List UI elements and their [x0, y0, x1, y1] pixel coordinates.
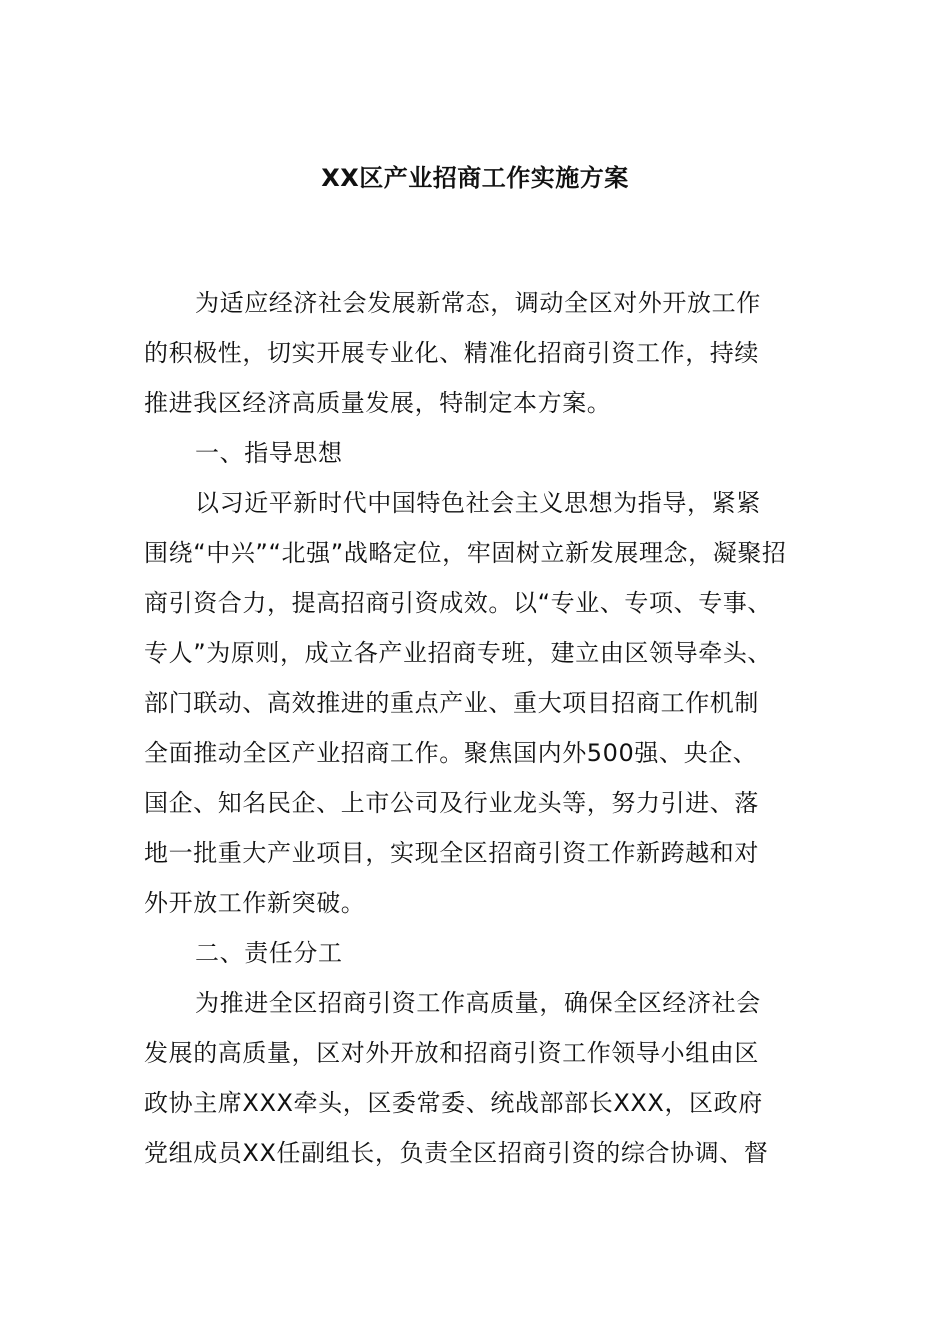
body-line: 党组成员XX任副组长，负责全区招商引资的综合协调、督 [144, 1139, 769, 1167]
body-line: 专人”为原则，成立各产业招商专班，建立由区领导牵头、 [144, 639, 773, 667]
body-line: 推进我区经济高质量发展，特制定本方案。 [144, 389, 612, 417]
body-line: 一、指导思想 [195, 439, 343, 467]
document-title: XX区产业招商工作实施方案 [321, 164, 629, 192]
document-body [144, 278, 806, 1178]
body-line: 围绕“中兴”“北强”战略定位，牢固树立新发展理念，凝聚招 [144, 539, 787, 567]
body-line: 政协主席XXX牵头，区委常委、统战部部长XXX，区政府 [144, 1089, 763, 1117]
body-line: 为推进全区招商引资工作高质量，确保全区经济社会 [195, 989, 761, 1017]
body-line: 全面推动全区产业招商工作。聚焦国内外500强、央企、 [144, 739, 758, 767]
body-line: 二、责任分工 [195, 939, 343, 967]
body-line: 为适应经济社会发展新常态，调动全区对外开放工作 [195, 289, 761, 317]
body-line: 的积极性，切实开展专业化、精准化招商引资工作，持续 [144, 339, 759, 367]
body-line: 以习近平新时代中国特色社会主义思想为指导，紧紧 [195, 489, 761, 517]
body-line: 商引资合力，提高招商引资成效。以“专业、专项、专事、 [144, 589, 773, 617]
body-line: 外开放工作新突破。 [144, 889, 366, 917]
body-line: 地一批重大产业项目，实现全区招商引资工作新跨越和对 [144, 839, 759, 867]
body-line: 部门联动、高效推进的重点产业、重大项目招商工作机制 [144, 689, 759, 717]
body-line: 发展的高质量，区对外开放和招商引资工作领导小组由区 [144, 1039, 759, 1067]
body-line: 国企、知名民企、上市公司及行业龙头等，努力引进、落 [144, 789, 759, 817]
